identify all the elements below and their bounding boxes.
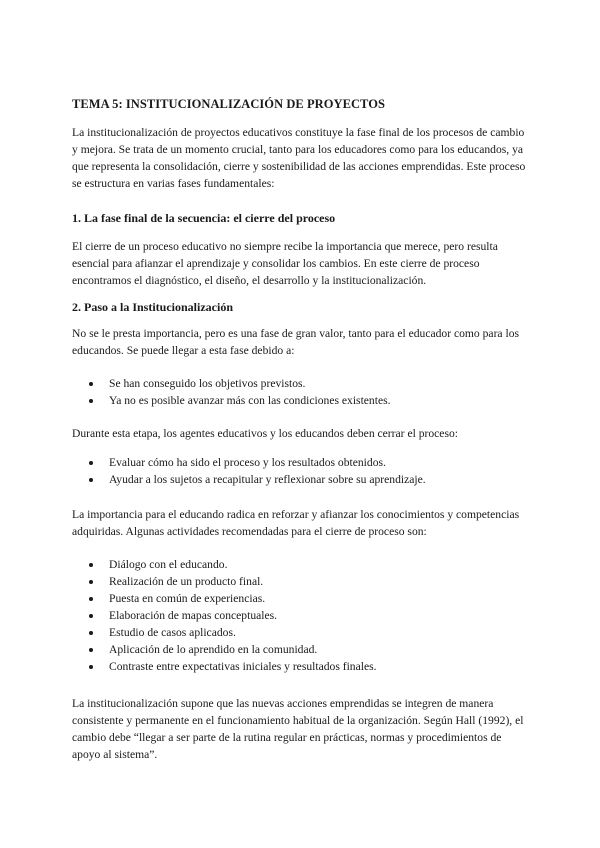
list-item: Diálogo con el educando. [72, 556, 530, 573]
list-item: Evaluar cómo ha sido el proceso y los resultados obtenidos. [72, 454, 530, 471]
list-item: Aplicación de lo aprendido en la comunidad. [72, 641, 530, 658]
section-2-paragraph-2: Durante esta etapa, los agentes educativos y los educandos deben cerrar el proceso: [72, 427, 458, 440]
section-2-paragraph-3: La importancia para el educando radica en reforzar y afianzar los conocimientos y competencias adquiridas. Algunas actividades recomendadas para el cierre de proceso son: [72, 508, 520, 538]
section-2-heading: 2. Paso a la Institucionalización [72, 300, 234, 314]
reasons-list [72, 375, 530, 409]
closing-tasks-list [72, 454, 530, 488]
section-1-heading: 1. La fase final de la secuencia: el cierre del proceso [72, 211, 336, 225]
list-item: Ya no es posible avanzar más con las condiciones existentes. [72, 392, 530, 409]
list-item: Puesta en común de experiencias. [72, 590, 530, 607]
document-title: TEMA 5: INSTITUCIONALIZACIÓN DE PROYECTOS [72, 97, 385, 111]
activities-list [72, 556, 530, 675]
list-item: Estudio de casos aplicados. [72, 624, 530, 641]
intro-paragraph: La institucionalización de proyectos educativos constituye la fase final de los procesos de cambio y mejora. Se trata de un momento crucial, tanto para los educadores como para los educandos, ya que representa la consolidación, cierre y sostenibilidad de las acciones emprendidas. Este proceso se estructura en varias fases fundamentales: [72, 126, 526, 190]
section-2-paragraph-1: No se le presta importancia, pero es una fase de gran valor, tanto para el educador como para los educandos. Se puede llegar a esta fase debido a: [72, 327, 519, 357]
list-item: Contraste entre expectativas iniciales y resultados finales. [72, 658, 530, 675]
list-item: Ayudar a los sujetos a recapitular y reflexionar sobre su aprendizaje. [72, 471, 530, 488]
list-item: Elaboración de mapas conceptuales. [72, 607, 530, 624]
section-2-paragraph-4: La institucionalización supone que las nuevas acciones emprendidas se integren de manera consistente y permanente en el funcionamiento habitual de la organización. Según Hall (1992), el cambio debe “llegar a ser parte de la rutina regular en prácticas, normas y procedimientos de apoyo al sistema”. [72, 697, 524, 761]
document-page [72, 96, 530, 763]
list-item: Se han conseguido los objetivos previstos. [72, 375, 530, 392]
section-1-paragraph: El cierre de un proceso educativo no siempre recibe la importancia que merece, pero resulta esencial para afianzar el aprendizaje y consolidar los cambios. En este cierre de proceso encontramos el diagnóstico, el diseño, el desarrollo y la institucionalización. [72, 240, 498, 287]
list-item: Realización de un producto final. [72, 573, 530, 590]
